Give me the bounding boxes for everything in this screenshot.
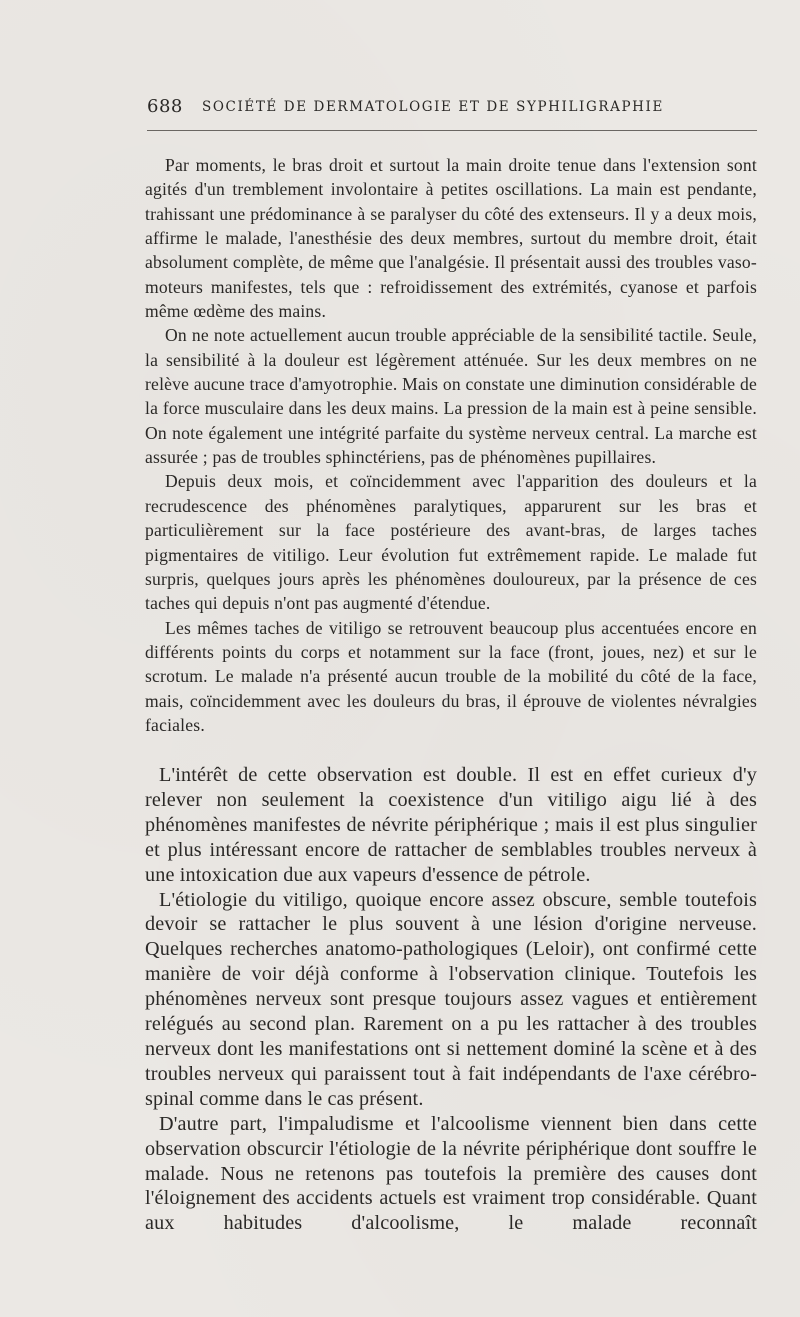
paragraph: Par moments, le bras droit et surtout la main droite tenue dans l'extension sont agités d'un tremblement involontaire à petites oscillations. La main est pendante, trahissant une prédominance à se paralyser du côté des extenseurs. Il y a deux mois, affirme le malade, l'anesthésie des deux membres, surtout du membre droit, était absolument complète, de même que l'analgésie. Il présentait aussi des troubles vaso-moteurs manifestes, tels que : refroidissement des extrémités, cyanose et parfois même œdème des mains. <box>145 155 757 322</box>
paragraph: L'étiologie du vitiligo, quoique encore assez obscure, semble toutefois devoir se rattacher le plus souvent à une lésion d'origine nerveuse. Quelques recherches anatomo-pathologiques (Leloir), ont confirmé cette manière de voir déjà conforme à l'observation clinique. Toutefois les phénomènes nerveux sont presque toujours assez vagues et entièrement relégués au second plan. Rarement on a pu les rattacher à des troubles nerveux dont les manifestations ont si nettement dominé la scène et à des troubles nerveux qui paraissent tout à fait indépendants de l'axe cérébro-spinal comme dans le cas présent. <box>145 888 757 1110</box>
page-number: 688 <box>147 96 183 117</box>
header-rule <box>147 130 757 131</box>
paragraph: L'intérêt de cette observation est double. Il est en effet curieux d'y relever non seulement la coexistence d'un vitiligo aigu lié à des phénomènes manifestes de névrite périphérique ; mais il est plus singulier et plus intéressant encore de rattacher de semblables troubles nerveux à une intoxication due aux vapeurs d'essence de pétrole. <box>145 764 757 886</box>
discussion-text <box>145 763 757 1236</box>
observation-text <box>145 153 757 737</box>
paragraph: Les mêmes taches de vitiligo se retrouvent beaucoup plus accentuées encore en différents points du corps et notamment sur la face (front, joues, nez) et sur le scrotum. Le malade n'a présenté aucun trouble de la mobilité du côté de la face, mais, coïncidemment avec les douleurs du bras, il éprouve de violentes névralgies faciales. <box>145 617 757 735</box>
page-header <box>147 96 757 122</box>
paragraph: D'autre part, l'impaludisme et l'alcoolisme viennent bien dans cette observation obscurcir l'étiologie de la névrite périphérique dont souffre le malade. Nous ne retenons pas toutefois la première des causes dont l'éloignement des accidents actuels est vraiment trop considérable. Quant aux habitudes d'alcoolisme, le malade reconnaît <box>145 1112 757 1235</box>
paragraph: On ne note actuellement aucun trouble appréciable de la sensibilité tactile. Seule, la sensibilité à la douleur est légèrement atténuée. Sur les deux membres on ne relève aucune trace d'amyotrophie. Mais on constate une diminution considérable de la force musculaire dans les deux mains. La pression de la main est à peine sensible. On note également une intégrité parfaite du système nerveux central. La marche est assurée ; pas de troubles sphinctériens, pas de phénomènes pupillaires. <box>145 325 757 468</box>
paragraph: Depuis deux mois, et coïncidemment avec l'apparition des douleurs et la recrudescence des phénomènes paralytiques, apparurent sur les bras et particulièrement sur la face postérieure des avant-bras, de larges taches pigmentaires de vitiligo. Leur évolution fut extrêmement rapide. Le malade fut surpris, quelques jours après les phénomènes douloureux, par la présence de ces taches qui depuis n'ont pas augmenté d'étendue. <box>145 471 757 614</box>
running-title: SOCIÉTÉ DE DERMATOLOGIE ET DE SYPHILIGRAPHIE <box>202 99 664 115</box>
